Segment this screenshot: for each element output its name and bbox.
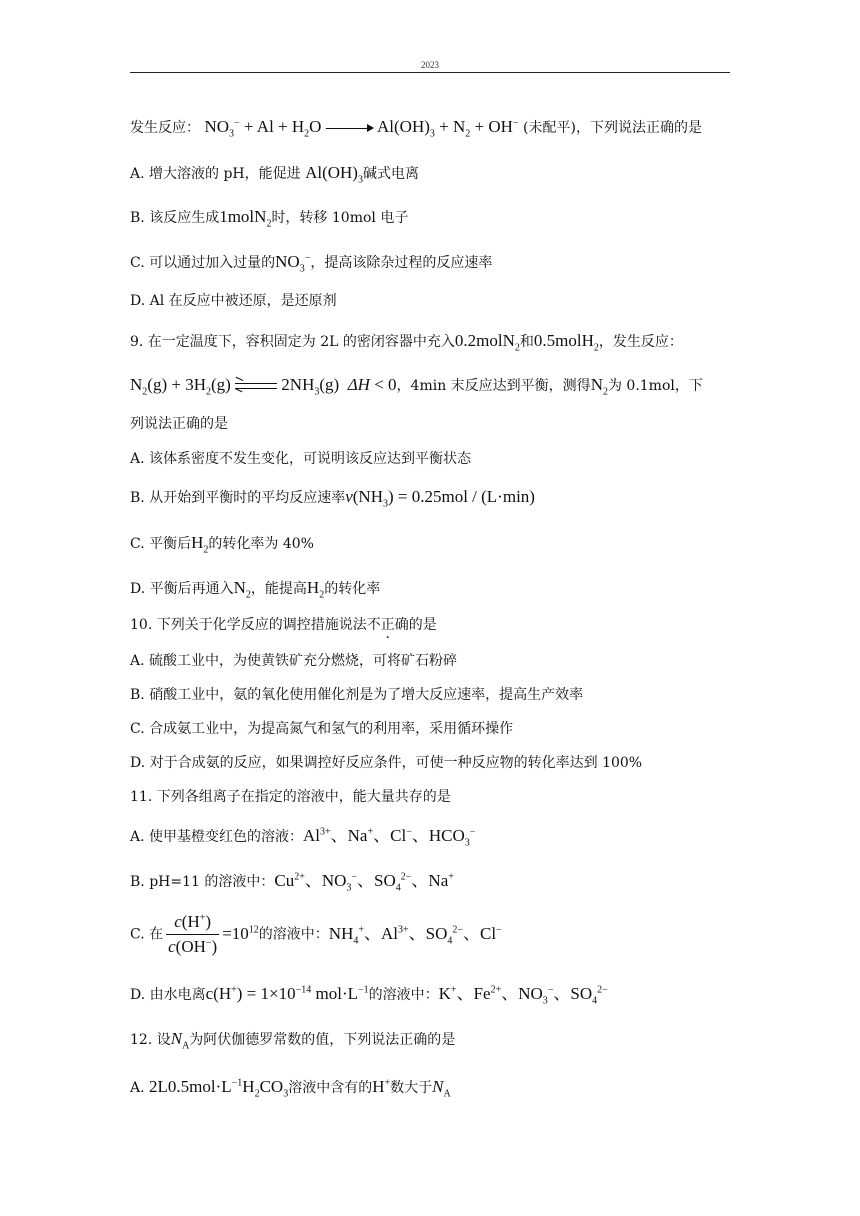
q12-a-label: A. <box>130 1080 145 1096</box>
q9-stem-line3: 列说法正确的是 <box>130 416 228 432</box>
q11-d-conc: $c(H^+) = 1\times 10^{-14}$ $mol\cdot L^{-1}$ <box>205 984 369 1003</box>
q12-a-solution: $2L0.5mol\cdot L^{-1}H_2CO_3$ <box>149 1077 289 1100</box>
header-rule <box>130 72 730 73</box>
q12-stem <box>130 1029 455 1050</box>
q12-a-mid: 溶液中含有的 <box>288 1080 373 1096</box>
q9-option-b <box>130 487 535 508</box>
q11-a-text: A. 使甲基橙变红色的溶液： <box>130 829 304 845</box>
q10-option-c: C. 合成氨工业中，为提高氮气和氢气的利用率，采用循环操作 <box>130 721 514 737</box>
q9-d-text: D. 平衡后再通入 <box>130 581 234 597</box>
q8-c-formula: $NO_3^-$ <box>275 252 311 275</box>
q8-option-a <box>130 163 419 184</box>
q9-b-rate: $v(NH_3) = 0.25mol / (L\cdot\min)$ <box>345 487 535 510</box>
q11-b-ions: $Cu^{2+}$、$NO_3^-$、$SO_4^{2-}$、Na+ <box>274 871 454 894</box>
q11-stem: 11. 下列各组离子在指定的溶液中，能大量共存的是 <box>130 789 451 805</box>
q12-option-a <box>130 1077 451 1098</box>
q8-c-text: C. 可以通过加入过量的 <box>130 255 276 271</box>
q12-a-h: H+ <box>372 1077 391 1096</box>
q11-c-mid: 的溶液中： <box>258 926 329 943</box>
q8-b-formula: 1molN$_2$ <box>219 207 272 230</box>
q8-option-d: D. Al 在反应中被还原，是还原剂 <box>130 293 337 309</box>
q12-stem-text: 12. 设 <box>130 1032 171 1048</box>
q9-and: 和 <box>519 334 534 350</box>
q8-option-b <box>130 207 408 228</box>
q9-h2-amount: 0.5molH$_2$ <box>533 331 599 354</box>
q11-option-a <box>130 826 475 847</box>
q8-a-text: A. 增大溶液的 pH，能促进 <box>130 166 301 182</box>
q12-a-tail: 数大于 <box>390 1080 433 1096</box>
q9-n2-amount: 0.2molN$_2$ <box>454 331 520 354</box>
q11-d-ions: K+、$Fe^{2+}$、$NO_3^-$、$SO_4^{2-}$ <box>438 984 608 1007</box>
q9-stem-text: 9. 在一定温度下，容积固定为 2L 的密闭容器中充入 <box>130 334 455 350</box>
q9-option-d <box>130 578 380 599</box>
q12-stem-tail: 为阿伏伽德罗常数的值，下列说法正确的是 <box>189 1032 456 1048</box>
q10-emphasis: 不正确 <box>366 617 409 633</box>
q9-equation: $N_2(g) + 3H_2(g)$ $2NH_3(g) \Delta H < 0$ <box>130 375 397 398</box>
q9-c-tail: 的转化率为 40% <box>208 536 314 552</box>
q11-c-fraction: $\frac{c(H^+)}{c(OH^-)}$ <box>168 912 218 956</box>
q10-option-a: A. 硫酸工业中，为使黄铁矿充分燃烧，可将矿石粉碎 <box>130 653 458 669</box>
q9-b-text: B. 从开始到平衡时的平均反应速率 <box>130 490 346 506</box>
q9-stem2-text: ，4min 末反应达到平衡，测得 <box>396 378 591 394</box>
q11-d-text: D. 由水电离 <box>130 987 206 1003</box>
page-header-year: 2023 <box>421 60 439 70</box>
q11-c-text: C. 在 <box>130 926 164 943</box>
q8-lead: 发生反应： <box>130 120 200 136</box>
q9-d-n2: $N_2$ <box>233 578 251 601</box>
q10-option-d: D. 对于合成氨的反应，如果调控好反应条件，可使一种反应物的转化率达到 100% <box>130 755 643 771</box>
q11-option-b <box>130 871 454 892</box>
q12-a-na: $N_A$ <box>432 1077 451 1100</box>
q9-c-h2: $H_2$ <box>191 533 209 556</box>
q8-c-tail: ，提高该除杂过程的反应速率 <box>310 255 493 271</box>
q11-option-d <box>130 984 608 1005</box>
q8-equation: $NO_3^- + Al + H_2O$ $Al(OH)_3 + N_2 + OH^-$ <box>204 117 519 140</box>
q11-d-mid: 的溶液中： <box>368 987 439 1003</box>
reaction-arrow-icon <box>326 123 374 133</box>
q10-stem <box>130 615 437 635</box>
q8-eq-tail: (未配平)，下列说法正确的是 <box>523 120 702 136</box>
q11-a-ions: $Al^{3+}$、Na+、Cl−、$HCO_3^-$ <box>303 826 476 849</box>
q8-a-tail: 碱式电离 <box>362 166 419 182</box>
q8-reaction-line <box>130 117 702 138</box>
q9-stem-tail: ，发生反应： <box>598 334 683 350</box>
q11-c-ions: $NH_4^+$、$Al^{3+}$、$SO_4^{2-}$、Cl− <box>328 923 502 946</box>
q12-na: $N_A$ <box>170 1029 190 1052</box>
q10-stem-text: 10. 下列关于化学反应的调控措施说法 <box>130 617 367 633</box>
q8-b-tail: 时，转移 10mol 电子 <box>271 210 409 226</box>
q9-n2: $N_2$ <box>590 375 608 398</box>
q9-stem-line1 <box>130 331 683 352</box>
q10-stem-tail: 的是 <box>408 617 437 633</box>
q8-b-text: B. 该反应生成 <box>130 210 220 226</box>
q11-c-value: $=10^{12}$ <box>222 923 259 943</box>
equilibrium-arrow-icon <box>235 380 277 392</box>
q11-b-text: B. pH=11 的溶液中： <box>130 874 275 890</box>
q10-option-b: B. 硝酸工业中，氨的氧化使用催化剂是为了增大反应速率，提高生产效率 <box>130 687 584 703</box>
q11-option-c <box>130 910 502 959</box>
q9-stem-line2 <box>130 375 703 396</box>
q9-stem2-tail: 为 0.1mol，下 <box>607 378 703 394</box>
q9-option-c <box>130 533 314 554</box>
q9-d-tail: 的转化率 <box>324 581 381 597</box>
q8-option-c <box>130 252 492 273</box>
q9-d-h2: $H_2$ <box>306 578 325 601</box>
q9-d-mid: ，能提高 <box>250 581 307 597</box>
q8-a-formula: $Al(OH)_3$ <box>305 163 363 186</box>
q9-c-text: C. 平衡后 <box>130 536 192 552</box>
q9-option-a: A. 该体系密度不发生变化，可说明该反应达到平衡状态 <box>130 451 472 467</box>
